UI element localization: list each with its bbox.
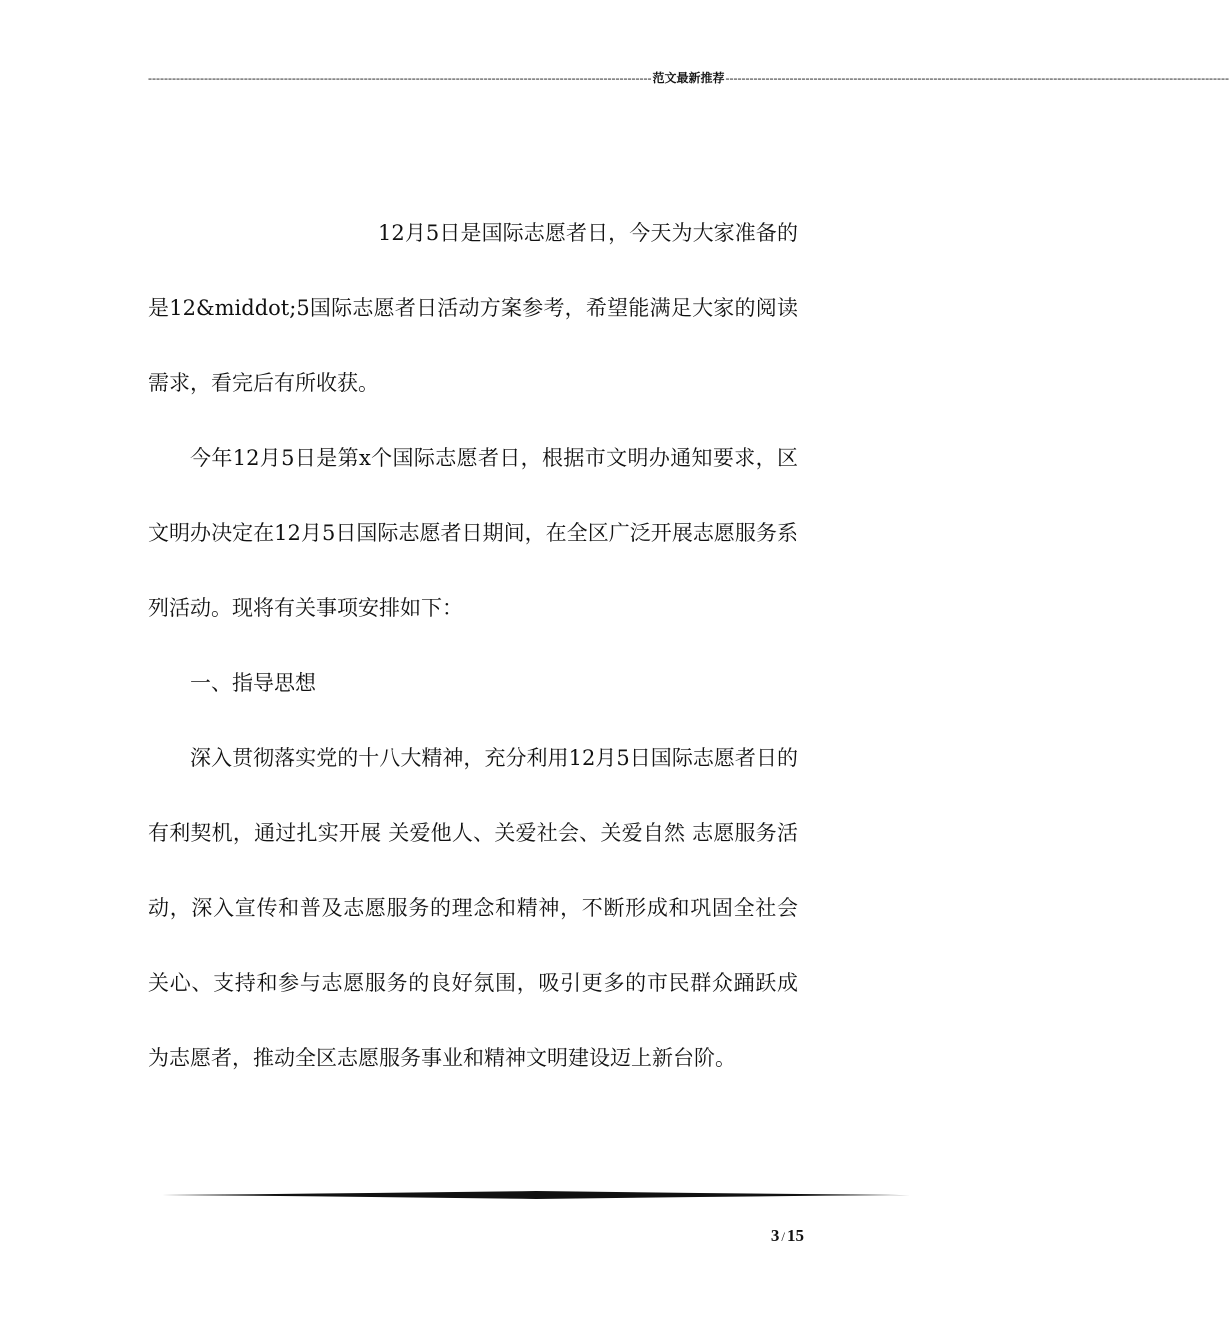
header-dashes-right: ------------------------------------------------------------------------------------------------------------------------------	[725, 71, 1229, 85]
page-total: 15	[787, 1226, 804, 1245]
document-body	[148, 196, 798, 1096]
page-number	[700, 1226, 804, 1246]
page-separator: /	[781, 1229, 785, 1244]
header-dashes-left: ------------------------------------------------------------------------------------------------------------------------------	[148, 71, 652, 85]
paragraph-guiding-ideology: 深入贯彻落实党的十八大精神，充分利用12月5日国际志愿者日的有利契机，通过扎实开展 关爱他人、关爱社会、关爱自然 志愿服务活动，深入宣传和普及志愿服务的理念和精神，不断形成和巩固全社会关心、支持和参与志愿服务的良好氛围，吸引更多的市民群众踊跃成为志愿者，推动全区志愿服务事业和精神文明建设迈上新台阶。	[148, 746, 798, 1070]
paragraph-notice: 今年12月5日是第x个国际志愿者日，根据市文明办通知要求，区文明办决定在12月5日国际志愿者日期间，在全区广泛开展志愿服务系列活动。现将有关事项安排如下：	[148, 446, 798, 620]
footer-divider	[162, 1186, 910, 1204]
paragraph-intro: 12月5日是国际志愿者日，今天为大家准备的是12&middot;5国际志愿者日活动方案参考，希望能满足大家的阅读需求，看完后有所收获。	[148, 221, 798, 395]
page-header	[148, 70, 1229, 86]
page-current: 3	[770, 1226, 780, 1245]
header-title: 范文最新推荐	[652, 71, 725, 85]
section-heading: 一、指导思想	[190, 671, 316, 695]
